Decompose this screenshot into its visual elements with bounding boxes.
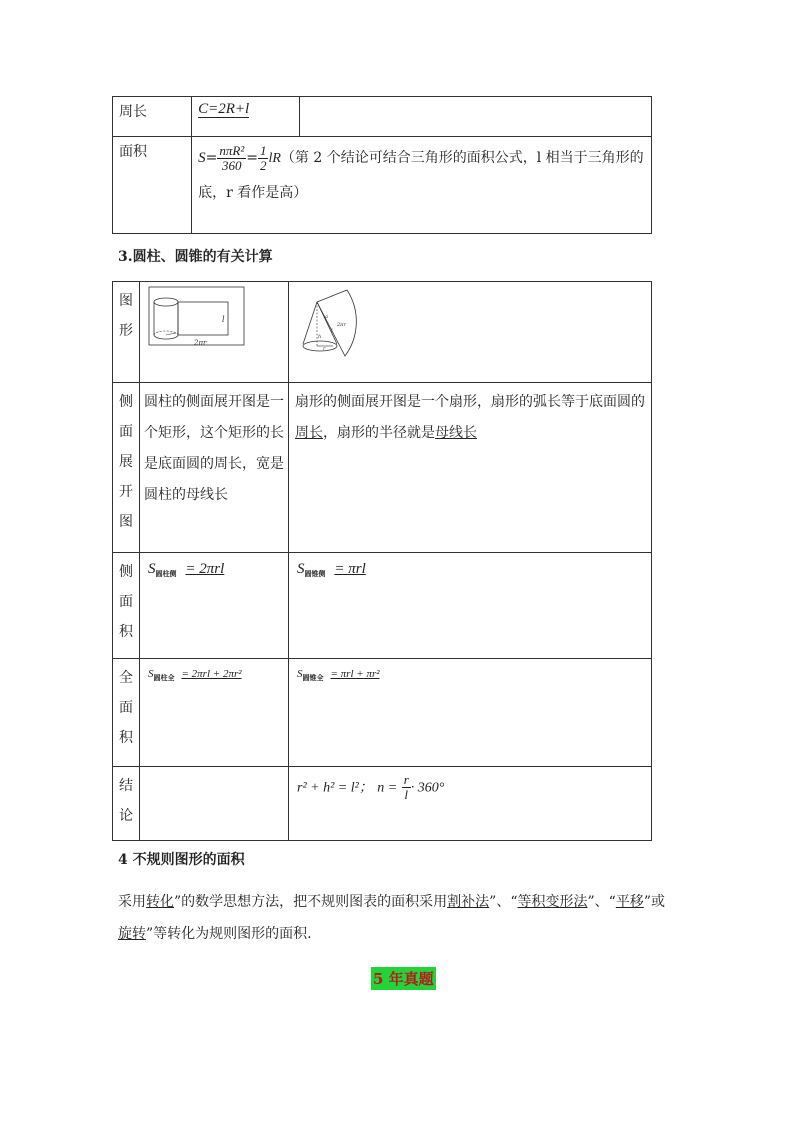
lateral-label-char: 面: [119, 594, 133, 610]
cone-label-arc: 2πr: [337, 322, 346, 328]
cone-label-h: h: [318, 334, 322, 340]
para-text: ”等转化为规则图形的面积.: [146, 926, 312, 942]
section4-paragraph: [118, 886, 678, 950]
cone-label-l: l: [331, 328, 333, 334]
unfold-label-char: 面: [119, 424, 133, 440]
conclusion-tail: · 360°: [410, 780, 445, 796]
unfold-label-char: 图: [119, 514, 133, 530]
conclusion-label: [113, 767, 140, 841]
lateral-label-char: 积: [119, 624, 133, 640]
cone-lateral-rhs: = πrl: [334, 561, 366, 577]
perimeter-formula-text: C=2R+l: [198, 101, 250, 117]
cone-figure-cell: [289, 282, 652, 383]
figure-label-char: 图: [119, 293, 133, 309]
total-label: [113, 659, 140, 767]
total-label-char: 面: [119, 700, 133, 716]
unfold-label: [113, 383, 140, 553]
cylinder-total-sub: 圆柱全: [153, 673, 175, 682]
para-text: ”或: [643, 894, 665, 910]
area-formula-cell: [192, 137, 652, 234]
conclusion-pythagoras: r² + h² = l²；: [297, 780, 373, 796]
unfold-label-char: 侧: [119, 394, 133, 410]
area-S: S: [198, 150, 206, 166]
figure-label-char: 形: [119, 323, 133, 339]
cone-unfold-text-1: 扇形的侧面展开图是一个扇形，扇形的弧长等于底面圆的: [295, 394, 645, 410]
cylinder-lateral-S: S: [148, 561, 156, 577]
perimeter-formula: [192, 97, 299, 137]
cylinder-total-rhs: = 2πrl + 2πr²: [181, 668, 242, 680]
perimeter-empty-cell: [299, 97, 651, 137]
figure-label: [113, 282, 140, 383]
area-label: 面积: [113, 137, 192, 234]
cone-label-a: a: [325, 314, 328, 320]
total-label-char: 全: [119, 670, 133, 686]
cylinder-cone-table: [112, 281, 652, 841]
perimeter-label: 周长: [113, 97, 192, 137]
area-tail: lR: [268, 151, 281, 166]
area-frac2-num: 1: [259, 142, 267, 158]
sector-table: [112, 96, 652, 234]
cone-net-figure: [289, 282, 651, 378]
area-frac1-num: nπR²: [219, 142, 245, 158]
cylinder-lateral-rhs: = 2πrl: [185, 561, 225, 577]
cylinder-lateral-sub: 圆柱侧: [155, 569, 177, 578]
total-label-char: 积: [119, 730, 133, 746]
cone-lateral-formula: [289, 553, 652, 659]
section4-title: 4 不规则图形的面积: [118, 852, 245, 868]
area-frac2: [258, 144, 269, 173]
area-frac2-den: 2: [259, 157, 267, 173]
cone-lateral-sub: 圆锥侧: [304, 569, 326, 578]
para-underline: 转化: [146, 894, 174, 910]
section3-title: 3.圆柱、圆锥的有关计算: [118, 249, 273, 265]
cone-label-r: r: [323, 346, 326, 352]
cylinder-figure-cell: [140, 282, 289, 383]
cone-unfold-cell: [289, 383, 652, 553]
conclusion-n-eq: n =: [377, 780, 398, 796]
cone-unfold-underline-1: 周长: [295, 425, 323, 441]
unfold-label-char: 展: [119, 454, 133, 470]
para-underline: 等积变形法: [517, 894, 588, 910]
conclusion-label-char: 结: [119, 778, 133, 794]
unfold-label-char: 开: [119, 484, 133, 500]
para-text: 采用: [118, 894, 146, 910]
cylinder-lateral-formula: [140, 553, 289, 659]
cone-unfold-text-2: ，扇形的半径就是: [323, 425, 435, 441]
cone-total-sub: 圆锥全: [302, 673, 324, 682]
conclusion-frac-num: r: [403, 772, 409, 787]
cylinder-label-2pir: 2πr: [194, 339, 207, 347]
cone-total-formula: [289, 659, 652, 767]
para-text: ”、“: [587, 894, 616, 910]
conclusion-frac: [402, 773, 411, 802]
lateral-label: [113, 553, 140, 659]
cone-total-rhs: = πrl + πr²: [330, 668, 380, 680]
cylinder-label-l: l: [222, 315, 225, 324]
conclusion-empty-cell: [140, 767, 289, 841]
area-eq2: =: [246, 150, 258, 166]
area-frac1: [217, 144, 246, 173]
cylinder-total-formula: [140, 659, 289, 767]
five-year-exam-badge: 5 年真题: [371, 967, 436, 990]
para-underline: 割补法: [447, 894, 490, 910]
para-underline: 旋转: [118, 926, 146, 942]
conclusion-formula: [289, 767, 652, 841]
cylinder-total-S: S: [148, 668, 154, 680]
cylinder-net-figure: [140, 282, 288, 378]
lateral-label-char: 侧: [119, 564, 133, 580]
cone-lateral-S: S: [297, 561, 305, 577]
area-note: （第 2 个结论可结合三角形的面积公式，l 相当于三角形的底，r 看作是高）: [198, 150, 644, 201]
cylinder-unfold-text: 圆柱的侧面展开图是一个矩形，这个矩形的长是底面圆的周长，宽是圆柱的母线长: [140, 383, 289, 553]
conclusion-frac-den: l: [404, 787, 409, 802]
para-text: ”、“: [489, 894, 518, 910]
cone-unfold-underline-2: 母线长: [435, 425, 477, 441]
cone-total-S: S: [297, 668, 303, 680]
area-eq: =: [205, 150, 218, 166]
para-text: ”的数学思想方法，把不规则图表的面积采用: [174, 894, 448, 910]
area-frac1-den: 360: [222, 157, 242, 173]
para-underline: 平移: [615, 894, 644, 910]
conclusion-label-char: 论: [119, 808, 133, 824]
